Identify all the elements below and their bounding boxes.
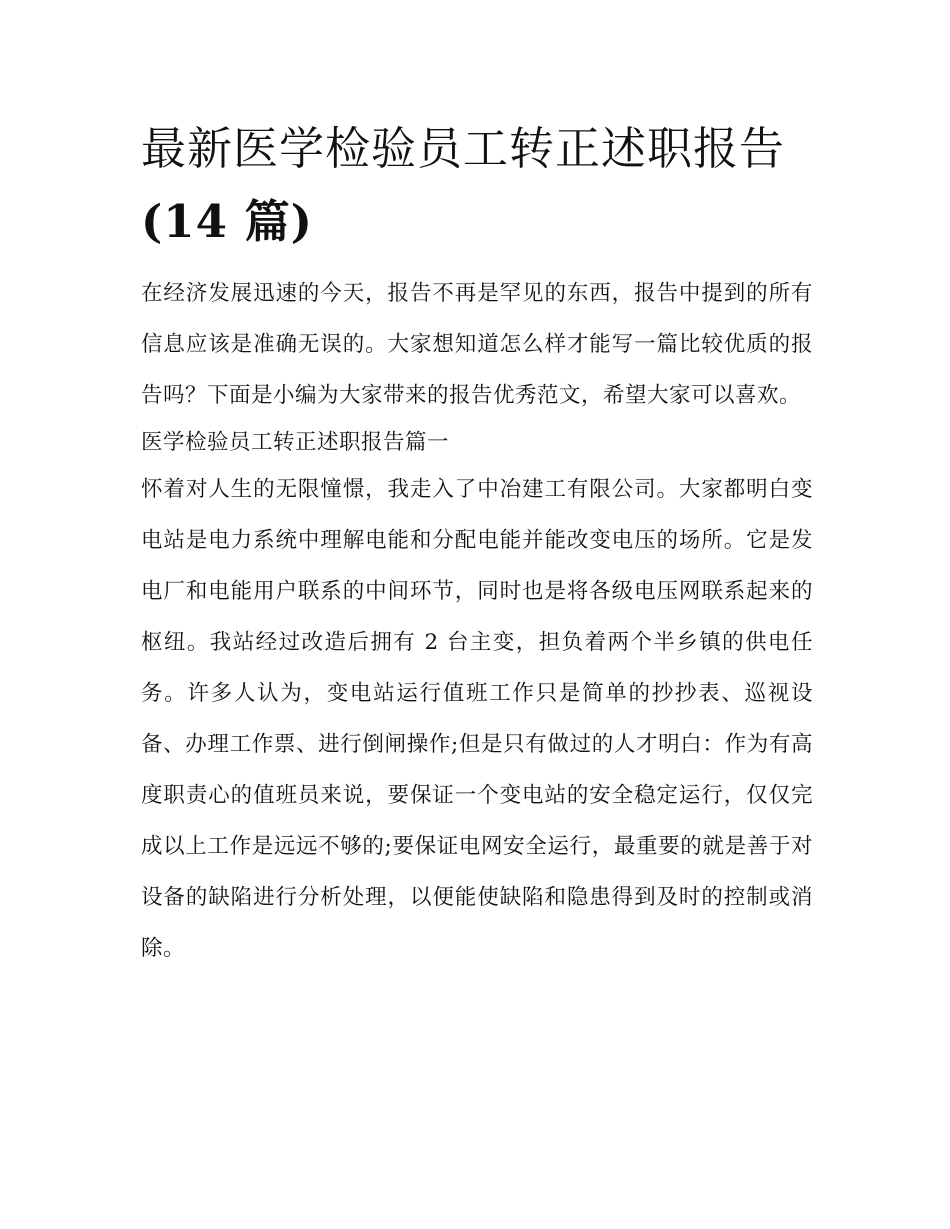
section-heading: 医学检验员工转正述职报告篇一 [141, 430, 450, 455]
intro-paragraph: 在经济发展迅速的今天，报告不再是罕见的东西，报告中提到的所有信息应该是准确无误的。大家想知道怎么样才能写一篇比较优质的报告吗？下面是小编为大家带来的报告优秀范文，希望大家可以喜欢。 [141, 281, 813, 408]
title-count-text: (14 篇) [141, 195, 313, 248]
body-paragraph: 怀着对人生的无限憧憬，我走入了中冶建工有限公司。大家都明白变电站是电力系统中理解电能和分配电能并能改变电压的场所。它是发电厂和电能用户联系的中间环节，同时也是将各级电压网联系起来的枢纽。我站经过改造后拥有 2 台主变，担负着两个半乡镇的供电任务。许多人认为，变电站运行值班工作只是简单的抄抄表、巡视设备、办理工作票、进行倒闸操作;但是只有做过的人才明白：作为有高度职责心的值班员来说，要保证一个变电站的安全稳定运行，仅仅完成以上工作是远远不够的;要保证电网安全运行，最重要的就是善于对设备的缺陷进行分析处理，以便能使缺陷和隐患得到及时的控制或消除。 [141, 477, 813, 961]
document-content [141, 112, 813, 974]
document-title [141, 112, 813, 258]
title-main-text: 最新医学检验员工转正述职报告 [141, 122, 786, 175]
